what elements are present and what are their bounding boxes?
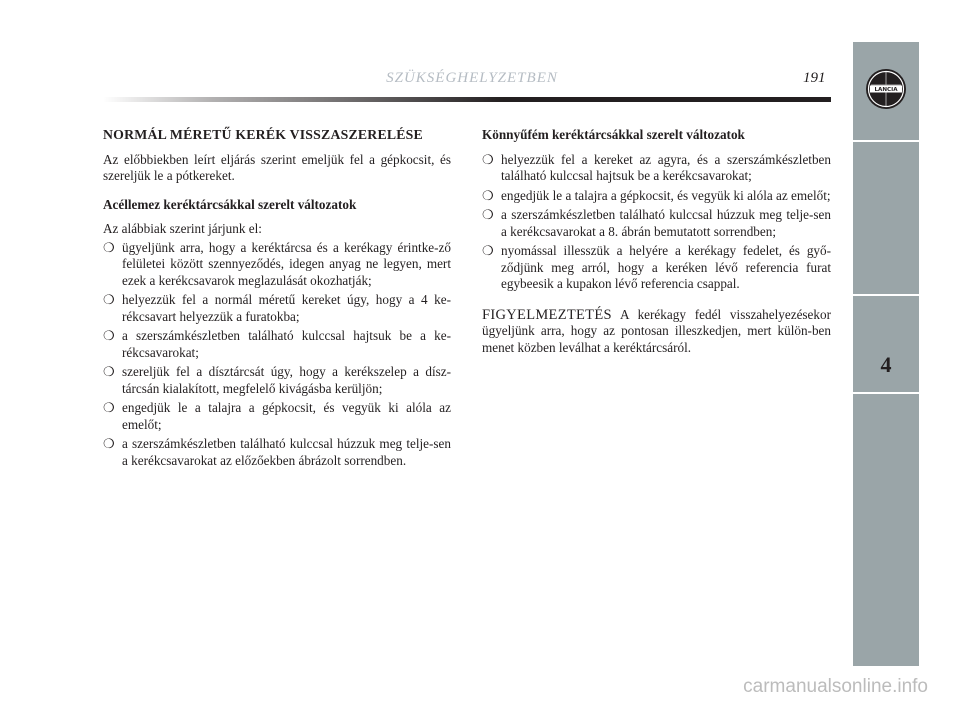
warning-paragraph bbox=[482, 307, 831, 357]
subheading-steel: Acéllemez keréktárcsákkal szerelt változatok bbox=[103, 196, 357, 212]
list-item: ❍ ügyeljünk arra, hogy a keréktárcsa és a kerékagy érintke-ző felületei között szennyeződés, idegen anyag ne legyen, mert ezek a kerékcsavarok meglazulását okozhatják; bbox=[103, 239, 451, 288]
section-heading: NORMÁL MÉRETŰ KERÉK VISSZASZERELÉSE bbox=[103, 127, 423, 142]
left-column bbox=[103, 127, 451, 472]
logo-text: LANCIA bbox=[874, 87, 898, 93]
list-item: ❍ a szerszámkészletben található kulccsal hajtsuk be a ke-rékcsavarokat; bbox=[103, 328, 451, 360]
intro-paragraph: Az előbbiekben leírt eljárás szerint emeljük fel a gépkocsit, és szereljük le a pótkereket. bbox=[103, 151, 451, 183]
list-item: ❍ a szerszámkészletben található kulccsal húzzuk meg telje-sen a kerékcsavarokat a 8. ábrán bemutatott sorrendben; bbox=[482, 207, 831, 239]
sidebar-divider bbox=[853, 294, 919, 296]
bullet-icon: ❍ bbox=[103, 239, 115, 255]
bullet-icon: ❍ bbox=[103, 292, 115, 307]
chapter-sidebar bbox=[853, 42, 919, 666]
lancia-logo bbox=[864, 67, 908, 111]
sidebar-divider bbox=[853, 140, 919, 142]
bullet-icon: ❍ bbox=[103, 436, 115, 451]
list-item: ❍ engedjük le a talajra a gépkocsit, és vegyük ki alóla az emelőt; bbox=[482, 187, 831, 203]
chapter-number: 4 bbox=[880, 352, 892, 377]
bullet-icon: ❍ bbox=[482, 187, 494, 203]
list-item: ❍ helyezzük fel a kereket az agyra, és a szerszámkészletben található kulccsal hajtsuk be a kerékcsavarokat; bbox=[482, 151, 831, 183]
bullet-icon: ❍ bbox=[103, 364, 115, 379]
page-number: 191 bbox=[803, 70, 826, 86]
header-rule bbox=[103, 97, 831, 102]
sidebar-divider bbox=[853, 392, 919, 394]
list-item: ❍ szereljük fel a dísztárcsát úgy, hogy a kerékszelep a dísz-tárcsán kialakított, megfelelő kivágásba kerüljön; bbox=[103, 364, 451, 396]
bullet-icon: ❍ bbox=[103, 328, 115, 343]
list-item: ❍ engedjük le a talajra a gépkocsit, és vegyük ki alóla az emelőt; bbox=[103, 400, 451, 432]
alloy-steps-list bbox=[482, 152, 831, 293]
warning-label: FIGYELMEZTETÉS bbox=[482, 306, 612, 323]
bullet-icon: ❍ bbox=[482, 151, 494, 167]
section-title: SZÜKSÉGHELYZETBEN bbox=[386, 70, 558, 86]
list-item: ❍ nyomással illesszük a helyére a kerékagy fedelet, és győ-ződjünk meg arról, hogy a keréken lévő referencia furat egybeesik a kupakon lévő referencia csappal. bbox=[482, 243, 831, 291]
list-item: ❍ a szerszámkészletben található kulccsal húzzuk meg telje-sen a kerékcsavarokat az előzőekben ábrázolt sorrendben. bbox=[103, 436, 451, 468]
bullet-icon: ❍ bbox=[482, 207, 494, 222]
right-column bbox=[482, 127, 831, 364]
bullet-icon: ❍ bbox=[103, 400, 115, 415]
steel-steps-list bbox=[103, 240, 451, 470]
warning-text: A kerékagy fedél visszahelyezésekor ügyeljünk arra, hogy az pontosan illeszkedjen, mert külön-ben menet közben leválhat a keréktárcsáról. bbox=[482, 306, 831, 355]
lead-text: Az alábbiak szerint járjunk el: bbox=[103, 221, 262, 236]
bullet-icon: ❍ bbox=[482, 243, 494, 258]
list-item: ❍ helyezzük fel a normál méretű kereket úgy, hogy a 4 ke-rékcsavart helyezzük a furatokba; bbox=[103, 292, 451, 324]
subheading-alloy: Könnyűfém keréktárcsákkal szerelt változatok bbox=[482, 127, 745, 142]
watermark: carmanualsonline.info bbox=[743, 676, 928, 697]
